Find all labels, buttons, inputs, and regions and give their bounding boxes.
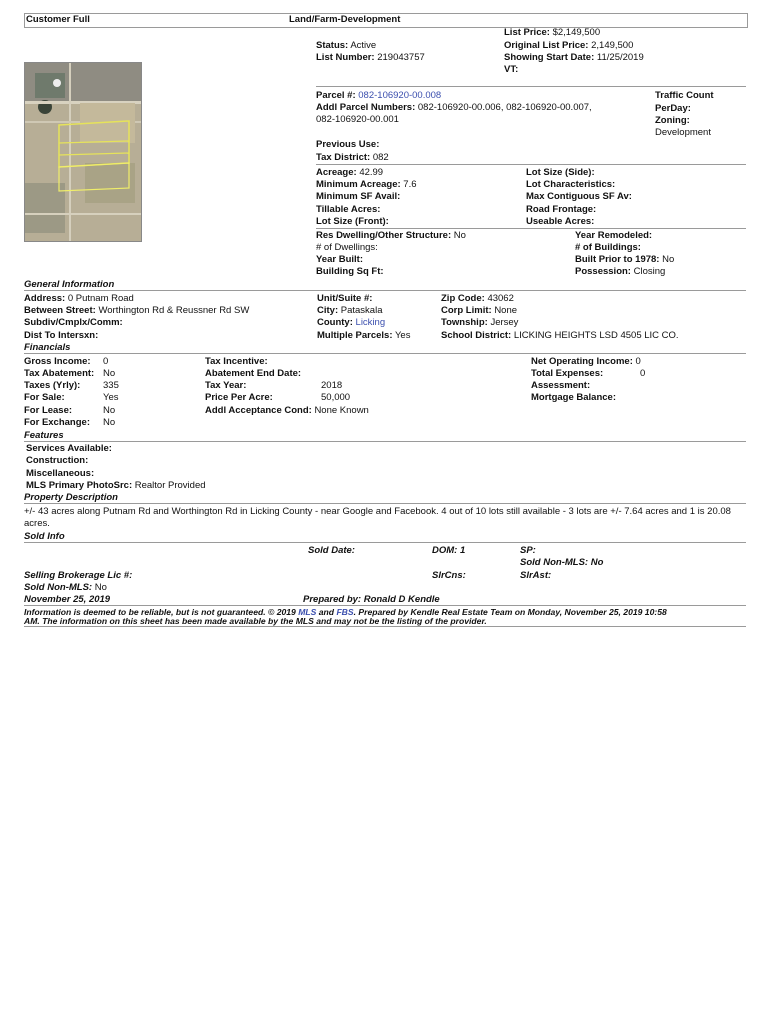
township: Township: Jersey xyxy=(441,317,519,328)
original-list-price: Original List Price: 2,149,500 xyxy=(504,40,634,51)
prepared-by: Prepared by: Ronald D Kendle xyxy=(303,594,440,605)
acreage: Acreage: 42.99 xyxy=(316,167,384,178)
building-sqft: Building Sq Ft: xyxy=(316,266,384,277)
previous-use-label: Previous Use: xyxy=(316,139,380,150)
services-available: Services Available: xyxy=(26,443,112,454)
county: County: Licking xyxy=(317,317,386,328)
divider xyxy=(24,441,746,442)
total-expenses-label: Total Expenses: xyxy=(531,368,604,379)
list-price: List Price: $2,149,500 xyxy=(504,27,601,38)
showing-start-date: Showing Start Date: 11/25/2019 xyxy=(504,52,644,63)
mls-primary-photosrc: MLS Primary PhotoSrc: Realtor Provided xyxy=(26,480,206,491)
for-lease-value: No xyxy=(103,405,116,416)
corp-limit: Corp Limit: None xyxy=(441,305,518,316)
lot-size-side: Lot Size (Side): xyxy=(526,167,595,178)
vt-label: VT: xyxy=(504,64,519,75)
addl-acceptance-cond: Addl Acceptance Cond: None Known xyxy=(205,405,369,416)
property-description-text: +/- 43 acres along Putnam Rd and Worthington Rd in Licking County - near Google and Facebook. 4 out of 10 lots still available - 3 lots are +/- 7.64 acres and 1 is 20.08 acres. xyxy=(24,506,731,529)
max-contiguous-sf: Max Contiguous SF Av: xyxy=(526,191,632,202)
addl-parcel-numbers-cont: 082-106920-00.001 xyxy=(316,114,399,125)
divider xyxy=(24,542,746,543)
divider xyxy=(316,164,746,165)
taxes-value: 335 xyxy=(103,380,119,391)
total-expenses-value: 0 xyxy=(640,368,646,379)
res-dwelling: Res Dwelling/Other Structure: No xyxy=(316,230,466,241)
gross-income-label: Gross Income: xyxy=(24,356,91,367)
slrcns-label: SlrCns: xyxy=(432,570,466,581)
financials-title: Financials xyxy=(24,342,71,353)
fbs-link[interactable]: FBS xyxy=(336,607,354,617)
dist-to-intersxn: Dist To Intersxn: xyxy=(24,330,99,341)
traffic-count-label: Traffic Count xyxy=(655,90,714,101)
lot-size-front: Lot Size (Front): xyxy=(316,216,389,227)
slrast-label: SlrAst: xyxy=(520,570,552,581)
for-sale-label: For Sale: xyxy=(24,392,65,403)
assessment-label: Assessment: xyxy=(531,380,591,391)
selling-brokerage-lic: Selling Brokerage Lic #: xyxy=(24,570,133,581)
status: Status: Active xyxy=(316,40,377,51)
divider xyxy=(24,626,746,627)
city: City: Pataskala xyxy=(317,305,383,316)
tax-district: Tax District: 082 xyxy=(316,152,389,163)
for-sale-value: Yes xyxy=(103,392,119,403)
road-frontage: Road Frontage: xyxy=(526,204,597,215)
dom: DOM: 1 xyxy=(432,545,466,556)
tillable-acres: Tillable Acres: xyxy=(316,204,381,215)
sold-date-label: Sold Date: xyxy=(308,545,355,556)
num-dwellings: # of Dwellings: xyxy=(316,242,378,253)
useable-acres: Useable Acres: xyxy=(526,216,595,227)
school-district: School District: LICKING HEIGHTS LSD 4505 LIC CO. xyxy=(441,330,679,341)
report-type: Customer Full xyxy=(26,14,90,25)
parcel-number: Parcel #: 082-106920-00.008 xyxy=(316,90,442,101)
parcel-link[interactable]: 082-106920-00.008 xyxy=(358,90,442,101)
unit-suite: Unit/Suite #: xyxy=(317,293,373,304)
for-exchange-label: For Exchange: xyxy=(24,417,90,428)
divider xyxy=(24,503,746,504)
divider xyxy=(316,86,746,87)
tax-incentive-label: Tax Incentive: xyxy=(205,356,268,367)
divider xyxy=(316,228,746,229)
features-title: Features xyxy=(24,430,64,441)
list-number: List Number: 219043757 xyxy=(316,52,425,63)
for-exchange-value: No xyxy=(103,417,116,428)
sold-info-title: Sold Info xyxy=(24,531,65,542)
tax-year-value: 2018 xyxy=(321,380,343,391)
property-type: Land/Farm-Development xyxy=(289,14,401,25)
possession: Possession: Closing xyxy=(575,266,666,277)
county-link[interactable]: Licking xyxy=(355,317,386,328)
perday-label: PerDay: xyxy=(655,103,691,114)
min-sf-avail: Minimum SF Avail: xyxy=(316,191,401,202)
tax-abatement-value: No xyxy=(103,368,116,379)
divider xyxy=(24,290,746,291)
disclaimer-line1: Information is deemed to be reliable, but is not guaranteed. © 2019 MLS and FBS. Prepared by Kendle Real Estate Team on Monday, November 25, 2019 10:58 xyxy=(24,607,667,617)
mortgage-balance-label: Mortgage Balance: xyxy=(531,392,616,403)
mls-link[interactable]: MLS xyxy=(298,607,317,617)
tax-year-label: Tax Year: xyxy=(205,380,247,391)
multiple-parcels: Multiple Parcels: Yes xyxy=(317,330,411,341)
sp-label: SP: xyxy=(520,545,536,556)
num-buildings: # of Buildings: xyxy=(575,242,641,253)
price-per-acre-value: 50,000 xyxy=(321,392,351,403)
aerial-map-image xyxy=(25,63,141,241)
zoning-value: Development xyxy=(655,127,711,138)
built-prior-1978: Built Prior to 1978: No xyxy=(575,254,675,265)
minimum-acreage: Minimum Acreage: 7.6 xyxy=(316,179,417,190)
sold-non-mls-2: Sold Non-MLS: No xyxy=(24,582,107,593)
net-operating-income: Net Operating Income: 0 xyxy=(531,356,641,367)
sold-non-mls: Sold Non-MLS: No xyxy=(520,557,604,568)
construction: Construction: xyxy=(26,455,89,466)
abatement-end-date-label: Abatement End Date: xyxy=(205,368,302,379)
taxes-label: Taxes (Yrly): xyxy=(24,380,81,391)
miscellaneous: Miscellaneous: xyxy=(26,468,95,479)
addl-parcel-numbers: Addl Parcel Numbers: 082-106920-00.006, 082-106920-00.007, xyxy=(316,102,592,113)
year-remodeled: Year Remodeled: xyxy=(575,230,653,241)
year-built: Year Built: xyxy=(316,254,363,265)
price-per-acre-label: Price Per Acre: xyxy=(205,392,273,403)
divider xyxy=(24,605,746,606)
for-lease-label: For Lease: xyxy=(24,405,73,416)
lot-characteristics: Lot Characteristics: xyxy=(526,179,616,190)
property-photo[interactable] xyxy=(24,62,142,242)
general-info-title: General Information xyxy=(24,279,115,290)
footer-date: November 25, 2019 xyxy=(24,594,111,605)
zoning-label: Zoning: xyxy=(655,115,690,126)
subdiv: Subdiv/Cmplx/Comm: xyxy=(24,317,123,328)
property-description-title: Property Description xyxy=(24,492,118,503)
zip-code: Zip Code: 43062 xyxy=(441,293,514,304)
address: Address: 0 Putnam Road xyxy=(24,293,134,304)
tax-abatement-label: Tax Abatement: xyxy=(24,368,95,379)
gross-income-value: 0 xyxy=(103,356,109,367)
between-street: Between Street: Worthington Rd & Reussner Rd SW xyxy=(24,305,250,316)
divider xyxy=(24,353,746,354)
disclaimer-line2: AM. The information on this sheet has been made available by the MLS and may not be the listing of the provider. xyxy=(24,616,487,626)
